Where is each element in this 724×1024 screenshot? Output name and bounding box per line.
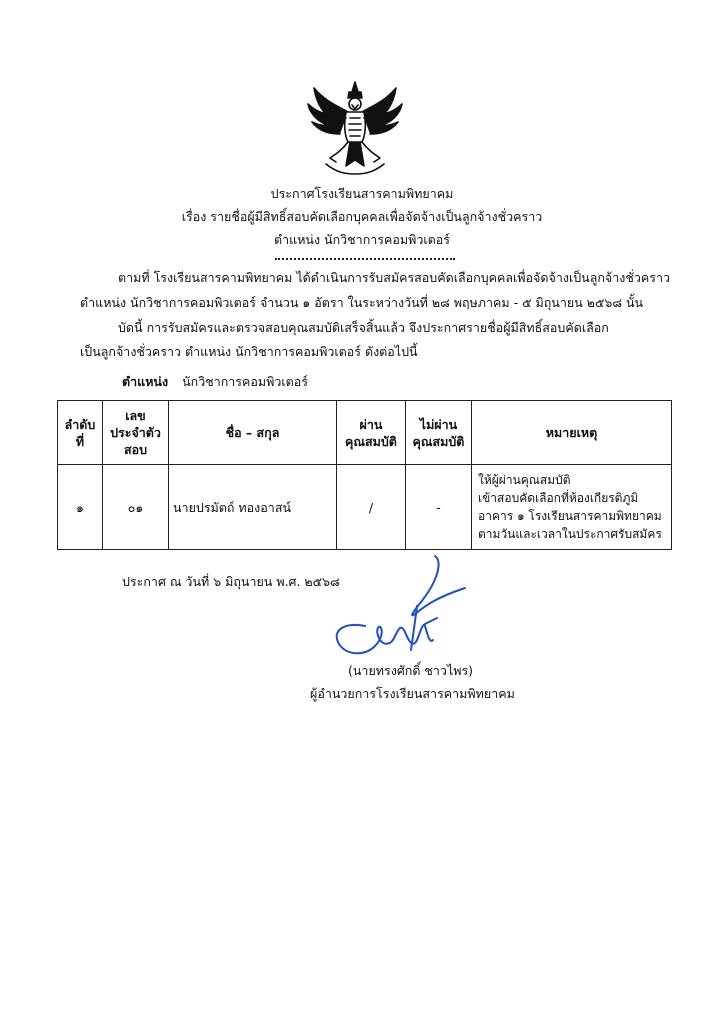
header-pass-line-2: คุณสมบัติ [345,433,397,449]
remark-line-1: ให้ผู้ผ่านคุณสมบัติ [478,473,571,487]
cell-name: นายปรมัตถ์ ทองอาสน์ [169,465,337,550]
header-no-line-1: ลำดับ [64,416,96,432]
table-header-row [58,401,672,465]
paragraph-1-line-2: ตำแหน่ง นักวิชาการคอมพิวเตอร์ จำนวน ๑ อัตรา ในระหว่างวันที่ ๒๘ พฤษภาคม - ๕ มิถุนายน ๒๕๖๘ นั้น [80,295,644,310]
signature-image [325,552,475,672]
header-fail-line-1: ไม่ผ่าน [419,416,458,432]
header-no [58,401,103,465]
signer-name: (นายทรงศักดิ์ ชาวไพร) [348,663,474,678]
announcement-title: ประกาศโรงเรียนสารคามพิทยาคม [270,186,454,201]
announce-date: ประกาศ ณ วันที่ ๖ มิถุนายน พ.ศ. ๒๕๖๘ [122,574,340,589]
cell-remark [472,465,672,550]
divider-dots [275,258,455,260]
cell-exam-id: ๐๑ [103,465,169,550]
announcement-subject: เรื่อง รายชื่อผู้มีสิทธิ์สอบคัดเลือกบุคคลเพื่อจัดจ้างเป็นลูกจ้างชั่วคราว [181,209,543,224]
remark-line-4: ตามวันและเวลาในประกาศรับสมัคร [478,527,662,541]
header-pass-line-1: ผ่าน [359,416,383,432]
header-remark: หมายเหตุ [472,401,672,465]
header-pass [337,401,406,465]
section-value: นักวิชาการคอมพิวเตอร์ [182,374,308,389]
header-fail-line-2: คุณสมบัติ [412,433,465,449]
header-id-line-2: ประจำตัว [110,425,161,440]
cell-fail: - [406,465,472,550]
table-row [58,465,672,550]
paragraph-2-line-1: บัดนี้ การรับสมัครและตรวจสอบคุณสมบัติเสร็จสิ้นแล้ว จึงประกาศรายชื่อผู้มีสิทธิ์สอบคัดเลือก [118,320,609,335]
cell-no: ๑ [58,465,103,550]
cell-pass: / [337,465,406,550]
section-heading [122,374,308,390]
header-no-line-2: ที่ [75,433,85,449]
paragraph-2-line-2: เป็นลูกจ้างชั่วคราว ตำแหน่ง นักวิชาการคอมพิวเตอร์ ดังต่อไปนี้ [80,344,418,359]
garuda-emblem-icon [300,78,410,178]
announcement-position: ตำแหน่ง นักวิชาการคอมพิวเตอร์ [274,232,450,247]
paragraph-1-line-1: ตามที่ โรงเรียนสารคามพิทยาคม ได้ดำเนินการรับสมัครสอบคัดเลือกบุคคลเพื่อจัดจ้างเป็นลูกจ้างชั่วคราว [118,270,670,285]
remark-line-2: เข้าสอบคัดเลือกที่ห้องเกียรติภูมิ [478,491,639,505]
header-name: ชื่อ – สกุล [169,401,337,465]
section-label: ตำแหน่ง [122,374,169,389]
candidate-table [57,400,672,550]
signer-title: ผู้อำนวยการโรงเรียนสารคามพิทยาคม [310,686,515,701]
header-id-line-3: สอบ [123,442,148,457]
header-id-line-1: เลข [125,408,146,423]
remark-line-3: อาคาร ๑ โรงเรียนสารคามพิทยาคม [478,509,662,523]
header-exam-id [103,401,169,465]
header-fail [406,401,472,465]
